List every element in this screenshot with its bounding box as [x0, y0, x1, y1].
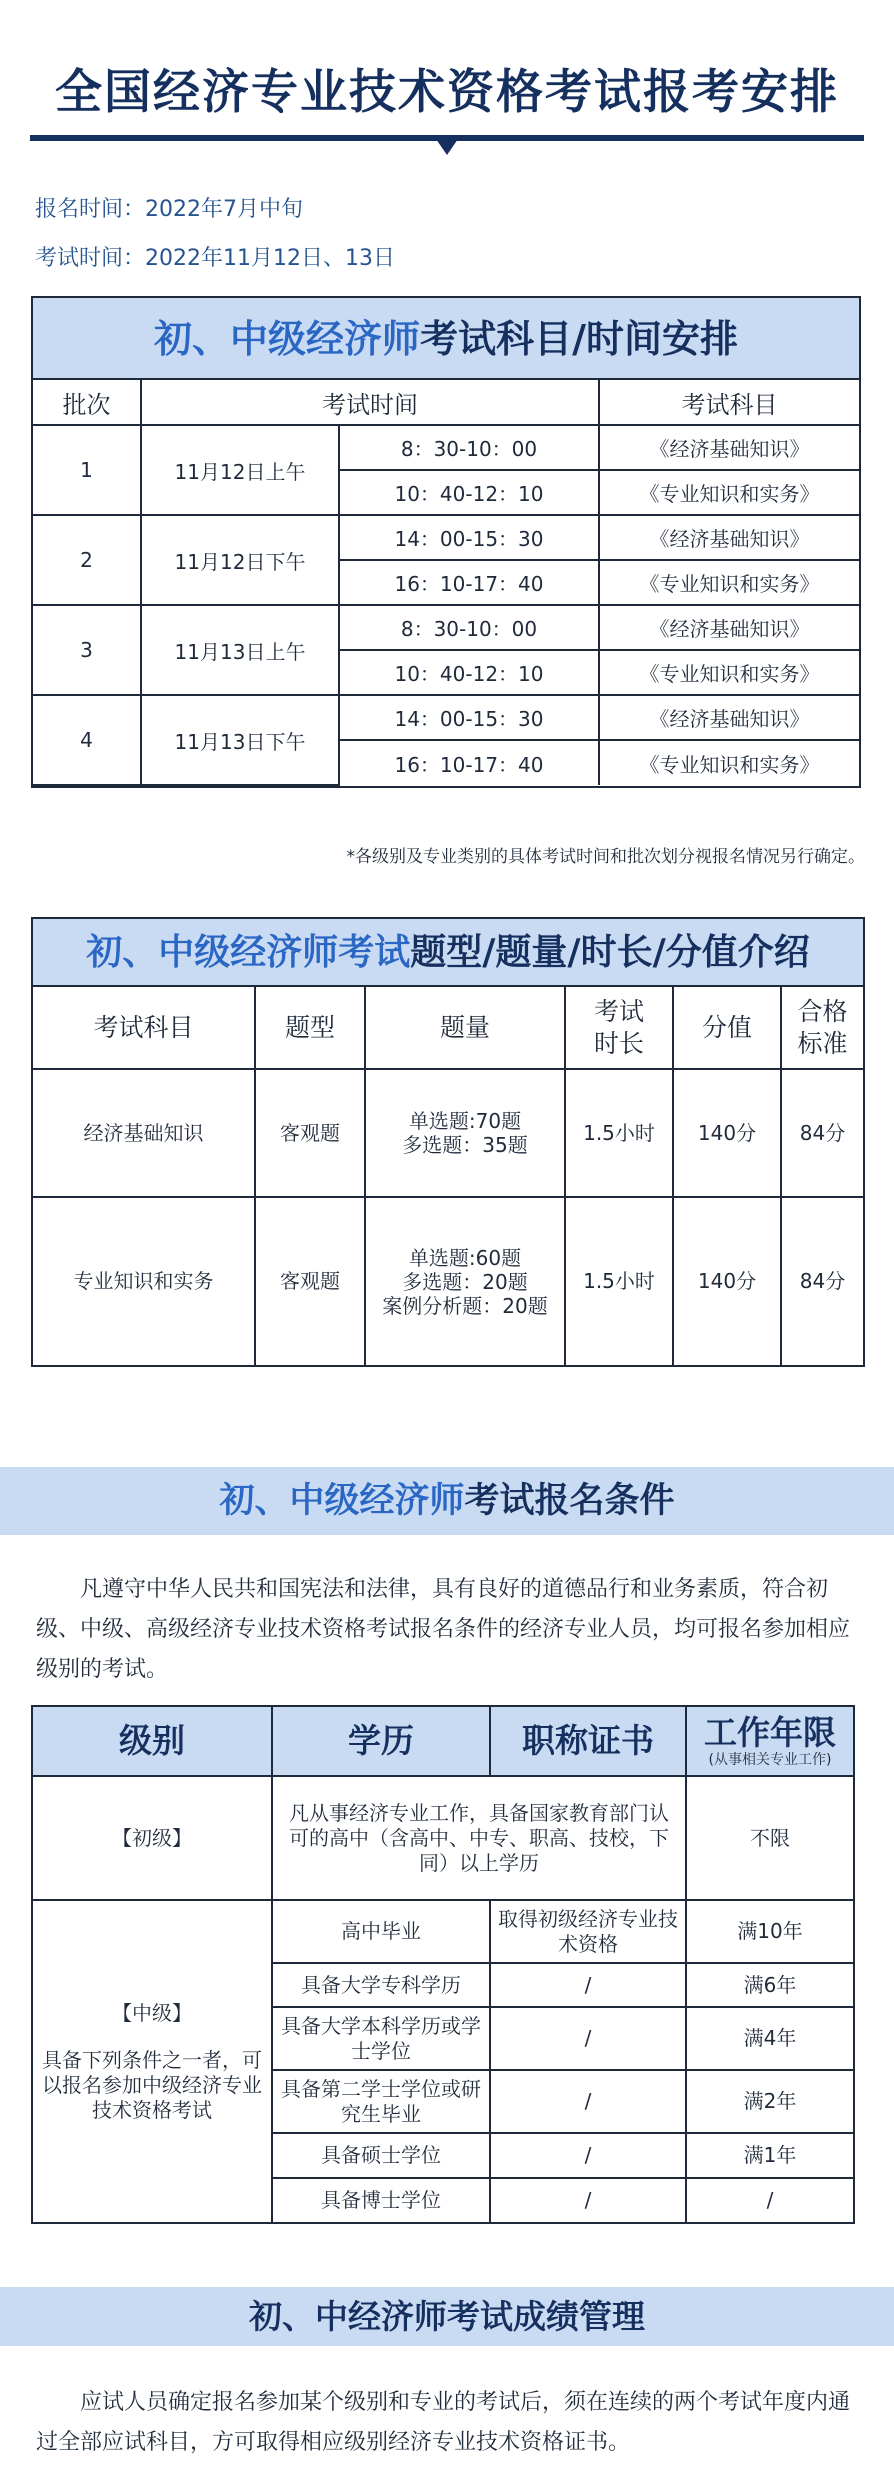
time-slot: 16：10-17：40	[339, 740, 599, 785]
subject: 《专业知识和实务》	[599, 470, 859, 515]
conditions-table	[31, 1705, 855, 2224]
work-years: 满2年	[686, 2070, 854, 2133]
conditions-text: 凡遵守中华人民共和国宪法和法律，具有良好的道德品行和业务素质，符合初级、中级、高级经济专业技术资格考试报名条件的经济专业人员，均可报名参加相应级别的考试。	[36, 1577, 851, 1682]
education: 具备第二学士学位或研究生毕业	[272, 2070, 490, 2133]
batch-number: 2	[33, 515, 141, 605]
exam-info	[35, 195, 894, 274]
question-type: 客观题	[255, 1197, 365, 1365]
format-title-rest: 题型/题量/时长/分值介绍	[410, 932, 810, 973]
certificate: /	[490, 2070, 686, 2133]
education: 高中毕业	[272, 1900, 490, 1963]
certificate: /	[490, 2007, 686, 2070]
header-years-label: 工作年限	[704, 1713, 836, 1752]
table-row	[33, 1069, 863, 1197]
header-subject: 考试科目	[599, 380, 859, 425]
header-pass-line1: 合格	[797, 997, 848, 1027]
scores-paragraph	[36, 2383, 866, 2463]
subject: 《专业知识和实务》	[599, 740, 859, 785]
time-slot: 14：00-15：30	[339, 695, 599, 740]
header-batch: 批次	[33, 380, 141, 425]
table-row	[33, 1197, 863, 1365]
header-type: 题型	[255, 987, 365, 1069]
count-line: 单选题:70题	[408, 1109, 522, 1133]
header-years-note: (从事相关专业工作)	[708, 1752, 832, 1768]
time-slot: 16：10-17：40	[339, 560, 599, 605]
count-line: 多选题：20题	[402, 1269, 528, 1294]
work-years: 满10年	[686, 1900, 854, 1963]
table-row	[32, 1776, 854, 1900]
header-subject: 考试科目	[33, 987, 255, 1069]
junior-education: 凡从事经济专业工作，具备国家教育部门认可的高中（含高中、中专、职高、技校，下同）以上学历	[272, 1776, 686, 1900]
conditions-paragraph	[36, 1570, 866, 1690]
header-duration	[565, 987, 673, 1069]
header-education: 学历	[272, 1706, 490, 1776]
count-line: 多选题：35题	[402, 1133, 528, 1157]
scores-banner: 初、中经济师考试成绩管理	[0, 2287, 894, 2346]
time-slot: 14：00-15：30	[339, 515, 599, 560]
education: 具备硕士学位	[272, 2133, 490, 2178]
exam-time: 考试时间：2022年11月12日、13日	[35, 246, 395, 271]
score: 140分	[673, 1069, 781, 1197]
triangle-marker-icon	[436, 139, 458, 155]
question-type: 客观题	[255, 1069, 365, 1197]
subject: 《经济基础知识》	[599, 695, 859, 740]
table-row	[33, 695, 859, 740]
count-line: 案例分析题：20题	[382, 1293, 548, 1318]
work-years: 满4年	[686, 2007, 854, 2070]
batch-number: 4	[33, 695, 141, 785]
registration-time: 报名时间：2022年7月中旬	[35, 197, 303, 222]
header-duration-line2: 时长	[593, 1028, 644, 1058]
question-count	[365, 1069, 565, 1197]
certificate: 取得初级经济专业技术资格	[490, 1900, 686, 1963]
junior-years: 不限	[686, 1776, 854, 1900]
conditions-header-row	[32, 1706, 854, 1776]
education: 具备大学专科学历	[272, 1963, 490, 2007]
header-level: 级别	[32, 1706, 272, 1776]
subject: 经济基础知识	[33, 1069, 255, 1197]
format-title-highlight: 初、中级经济师考试	[86, 932, 411, 973]
table-row	[33, 605, 859, 650]
schedule-table	[31, 296, 861, 788]
work-years: 满1年	[686, 2133, 854, 2178]
table-row	[32, 1900, 854, 1963]
format-grid	[33, 987, 863, 1365]
batch-number: 3	[33, 605, 141, 695]
subject: 《经济基础知识》	[599, 515, 859, 560]
schedule-header-row	[33, 380, 859, 425]
header-years	[686, 1706, 854, 1776]
time-slot: 8：30-10：00	[339, 605, 599, 650]
time-slot: 10：40-12：10	[339, 470, 599, 515]
work-years: 满6年	[686, 1963, 854, 2007]
format-header-row	[33, 987, 863, 1069]
duration: 1.5小时	[565, 1197, 673, 1365]
conditions-title-rest: 考试报名条件	[464, 1481, 675, 1521]
table-row	[33, 515, 859, 560]
level-junior: 【初级】	[32, 1776, 272, 1900]
exam-date: 11月13日下午	[141, 695, 339, 785]
certificate: /	[490, 2133, 686, 2178]
header-pass	[781, 987, 863, 1069]
subject: 专业知识和实务	[33, 1197, 255, 1365]
schedule-grid	[33, 380, 859, 786]
header-duration-line1: 考试	[593, 997, 644, 1027]
duration: 1.5小时	[565, 1069, 673, 1197]
level-intermediate	[32, 1900, 272, 2223]
pass-mark: 84分	[781, 1069, 863, 1197]
header-score: 分值	[673, 987, 781, 1069]
education: 具备大学本科学历或学士学位	[272, 2007, 490, 2070]
subject: 《专业知识和实务》	[599, 560, 859, 605]
subject: 《专业知识和实务》	[599, 650, 859, 695]
scores-text: 应试人员确定报名参加某个级别和专业的考试后，须在连续的两个考试年度内通过全部应试科目，方可取得相应级别经济专业技术资格证书。	[36, 2390, 851, 2455]
score: 140分	[673, 1197, 781, 1365]
time-slot: 10：40-12：10	[339, 650, 599, 695]
batch-number: 1	[33, 425, 141, 515]
certificate: /	[490, 1963, 686, 2007]
certificate: /	[490, 2178, 686, 2223]
exam-date: 11月12日上午	[141, 425, 339, 515]
schedule-title	[33, 298, 859, 380]
intermediate-note: 具备下列条件之一者，可以报名参加中级经济专业技术资格考试	[42, 2047, 262, 2122]
work-years: /	[686, 2178, 854, 2223]
pass-mark: 84分	[781, 1197, 863, 1365]
education: 具备博士学位	[272, 2178, 490, 2223]
count-line: 单选题:60题	[408, 1245, 522, 1270]
conditions-title-highlight: 初、中级经济师	[219, 1481, 465, 1521]
intermediate-label: 【中级】	[112, 2000, 192, 2025]
format-table	[31, 917, 865, 1367]
time-slot: 8：30-10：00	[339, 425, 599, 470]
exam-date: 11月13日上午	[141, 605, 339, 695]
schedule-note: *各级别及专业类别的具体考试时间和批次划分视报名情况另行确定。	[346, 847, 865, 867]
format-title	[33, 919, 863, 987]
header-pass-line2: 标准	[797, 1028, 848, 1058]
question-count	[365, 1197, 565, 1365]
schedule-title-highlight: 初、中级经济师	[154, 317, 421, 361]
exam-date: 11月12日下午	[141, 515, 339, 605]
header-certificate: 职称证书	[490, 1706, 686, 1776]
page-title: 全国经济专业技术资格考试报考安排	[55, 65, 839, 120]
conditions-banner	[0, 1467, 894, 1535]
header-exam-time: 考试时间	[141, 380, 599, 425]
subject: 《经济基础知识》	[599, 605, 859, 650]
subject: 《经济基础知识》	[599, 425, 859, 470]
title-divider	[30, 135, 864, 141]
schedule-title-rest: 考试科目/时间安排	[420, 317, 738, 361]
table-row	[33, 425, 859, 470]
header-count: 题量	[365, 987, 565, 1069]
